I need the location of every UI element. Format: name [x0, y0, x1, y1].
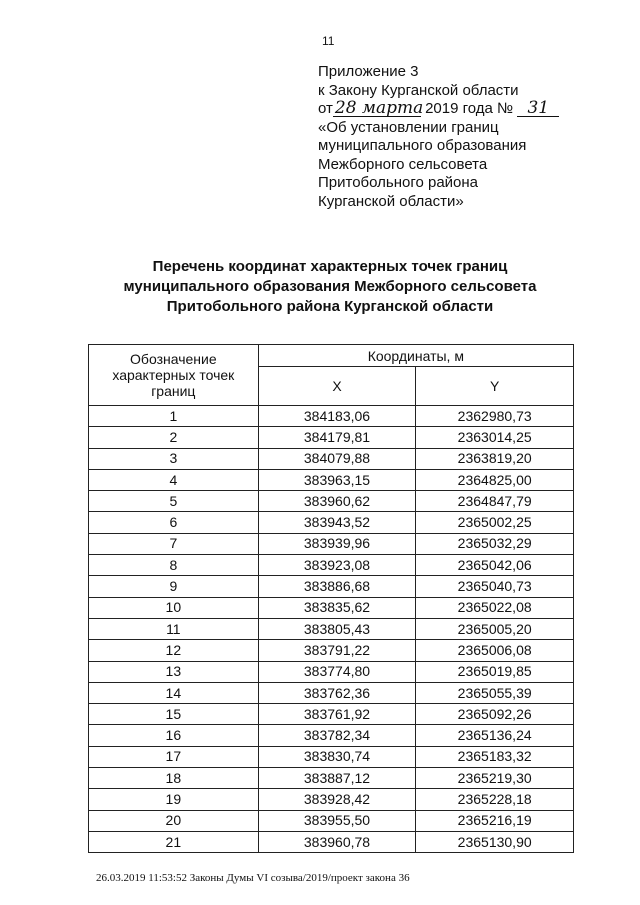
title-line-2: муниципального образования Межборного сельсовета: [123, 278, 537, 295]
table-row: [89, 725, 574, 746]
x-coordinate-cell: 383774,80: [258, 661, 416, 682]
y-coordinate-cell: 2365136,24: [416, 725, 574, 746]
header-y: Y: [416, 367, 574, 406]
y-coordinate-cell: 2365092,26: [416, 704, 574, 725]
y-coordinate-cell: 2365055,39: [416, 682, 574, 703]
table-row: [89, 789, 574, 810]
x-coordinate-cell: 384183,06: [258, 406, 416, 427]
table-row: [89, 661, 574, 682]
title-line-1: Перечень координат характерных точек границ: [152, 258, 508, 275]
y-coordinate-cell: 2365183,32: [416, 746, 574, 767]
table-row: [89, 810, 574, 831]
x-coordinate-cell: 383835,62: [258, 597, 416, 618]
law-title-line-2: муниципального образования: [318, 137, 527, 154]
x-coordinate-cell: 384079,88: [258, 448, 416, 469]
table-row: [89, 831, 574, 852]
document-title: [60, 257, 600, 317]
table-row: [89, 427, 574, 448]
point-number-cell: 9: [89, 576, 259, 597]
y-coordinate-cell: 2362980,73: [416, 406, 574, 427]
x-coordinate-cell: 383963,15: [258, 469, 416, 490]
point-number-cell: 11: [89, 618, 259, 639]
table-row: [89, 768, 574, 789]
point-number-cell: 20: [89, 810, 259, 831]
law-title-line-1: «Об установлении границ: [318, 118, 499, 136]
point-number-cell: 8: [89, 555, 259, 576]
handwritten-date: 28 марта: [334, 98, 424, 118]
law-title-line-4: Притобольного района: [318, 174, 479, 191]
page-number: 11: [322, 34, 335, 48]
y-coordinate-cell: 2364847,79: [416, 491, 574, 512]
header-coordinates: Координаты, м: [258, 345, 573, 367]
footer-file-stamp: 26.03.2019 11:53:52 Законы Думы VI созыва/2019/проект закона 36: [96, 872, 410, 884]
point-number-cell: 7: [89, 533, 259, 554]
x-coordinate-cell: 383887,12: [258, 768, 416, 789]
x-coordinate-cell: 383939,96: [258, 533, 416, 554]
table-row: [89, 640, 574, 661]
x-coordinate-cell: 383762,36: [258, 682, 416, 703]
table-row: [89, 448, 574, 469]
table-row: [89, 704, 574, 725]
y-coordinate-cell: 2365002,25: [416, 512, 574, 533]
law-title-line-3: Межборного сельсовета: [318, 155, 488, 173]
table-row: [89, 533, 574, 554]
point-number-cell: 14: [89, 682, 259, 703]
header-designation: Обозначение характерных точек границ: [89, 345, 259, 406]
x-coordinate-cell: 383923,08: [258, 555, 416, 576]
title-line-3: Притобольного района Курганской области: [166, 298, 494, 315]
x-coordinate-cell: 383791,22: [258, 640, 416, 661]
y-coordinate-cell: 2365022,08: [416, 597, 574, 618]
table-row: [89, 469, 574, 490]
point-number-cell: 1: [89, 406, 259, 427]
table-row: [89, 555, 574, 576]
handwritten-law-number: 31: [517, 101, 559, 117]
y-coordinate-cell: 2365006,08: [416, 640, 574, 661]
y-coordinate-cell: 2365040,73: [416, 576, 574, 597]
date-suffix: 2019 года №: [425, 100, 514, 117]
point-number-cell: 18: [89, 768, 259, 789]
y-coordinate-cell: 2365019,85: [416, 661, 574, 682]
law-title-line-5: Курганской области»: [318, 192, 464, 210]
x-coordinate-cell: 383761,92: [258, 704, 416, 725]
x-coordinate-cell: 383960,78: [258, 831, 416, 852]
x-coordinate-cell: 384179,81: [258, 427, 416, 448]
table-row: [89, 576, 574, 597]
table-row: [89, 406, 574, 427]
x-coordinate-cell: 383805,43: [258, 618, 416, 639]
coordinates-table: [88, 344, 574, 853]
table-row: [89, 682, 574, 703]
x-coordinate-cell: 383928,42: [258, 789, 416, 810]
point-number-cell: 16: [89, 725, 259, 746]
point-number-cell: 2: [89, 427, 259, 448]
y-coordinate-cell: 2363819,20: [416, 448, 574, 469]
appendix-title: Приложение 3: [318, 63, 419, 80]
point-number-cell: 19: [89, 789, 259, 810]
x-coordinate-cell: 383943,52: [258, 512, 416, 533]
table-row: [89, 618, 574, 639]
y-coordinate-cell: 2365216,19: [416, 810, 574, 831]
point-number-cell: 12: [89, 640, 259, 661]
x-coordinate-cell: 383782,34: [258, 725, 416, 746]
point-number-cell: 21: [89, 831, 259, 852]
point-number-cell: 17: [89, 746, 259, 767]
y-coordinate-cell: 2365032,29: [416, 533, 574, 554]
header-x: X: [258, 367, 416, 406]
y-coordinate-cell: 2365228,18: [416, 789, 574, 810]
x-coordinate-cell: 383886,68: [258, 576, 416, 597]
table-row: [89, 746, 574, 767]
point-number-cell: 4: [89, 469, 259, 490]
table-row: [89, 491, 574, 512]
point-number-cell: 3: [89, 448, 259, 469]
y-coordinate-cell: 2365130,90: [416, 831, 574, 852]
appendix-law-ref: к Закону Курганской области: [318, 81, 519, 99]
y-coordinate-cell: 2363014,25: [416, 427, 574, 448]
appendix-header: [318, 63, 559, 211]
table-row: [89, 512, 574, 533]
y-coordinate-cell: 2364825,00: [416, 469, 574, 490]
y-coordinate-cell: 2365219,30: [416, 768, 574, 789]
appendix-date-line: [318, 100, 559, 119]
x-coordinate-cell: 383955,50: [258, 810, 416, 831]
point-number-cell: 13: [89, 661, 259, 682]
point-number-cell: 6: [89, 512, 259, 533]
table-row: [89, 597, 574, 618]
x-coordinate-cell: 383960,62: [258, 491, 416, 512]
date-prefix: от: [318, 100, 333, 117]
point-number-cell: 15: [89, 704, 259, 725]
y-coordinate-cell: 2365042,06: [416, 555, 574, 576]
point-number-cell: 5: [89, 491, 259, 512]
point-number-cell: 10: [89, 597, 259, 618]
y-coordinate-cell: 2365005,20: [416, 618, 574, 639]
x-coordinate-cell: 383830,74: [258, 746, 416, 767]
